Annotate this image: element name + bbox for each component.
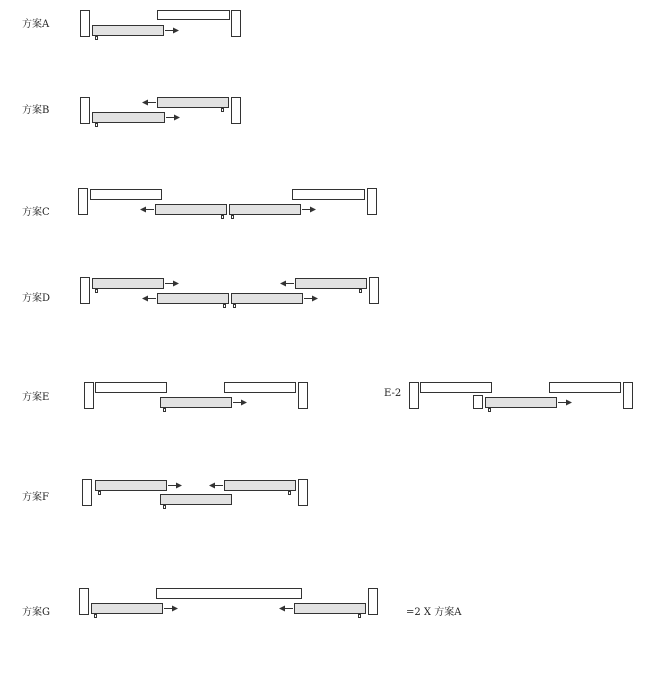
wall-post-left [80, 10, 90, 37]
roller [221, 108, 224, 112]
arrow-right-icon [233, 398, 247, 407]
label-scheme-g-note: =2 X 方案A [406, 607, 462, 618]
label-scheme-f: 方案F [22, 492, 49, 503]
roller [163, 408, 166, 412]
fixed-panel [549, 382, 621, 393]
wall-post-right [367, 188, 377, 215]
fixed-panel [90, 189, 162, 200]
arrow-left-icon [142, 98, 156, 107]
wall-post-left [79, 588, 89, 615]
roller [288, 491, 291, 495]
roller [223, 304, 226, 308]
sliding-panel [92, 25, 164, 36]
label-scheme-e: 方案E [22, 392, 50, 403]
arrow-right-icon [164, 604, 178, 613]
arrow-left-icon [280, 279, 294, 288]
sliding-panel [160, 494, 232, 505]
wall-post-right [369, 277, 379, 304]
wall-post-left [82, 479, 92, 506]
arrow-right-icon [165, 26, 179, 35]
arrow-right-icon [302, 205, 316, 214]
wall-post-left [80, 277, 90, 304]
roller [95, 36, 98, 40]
wall-post-left [80, 97, 90, 124]
arrow-left-icon [142, 294, 156, 303]
wall-post-right [298, 479, 308, 506]
wall-post-right [623, 382, 633, 409]
roller [163, 505, 166, 509]
arrow-right-icon [165, 279, 179, 288]
label-scheme-d: 方案D [22, 293, 51, 304]
sliding-panel [92, 112, 165, 123]
wall-post-left [84, 382, 94, 409]
wall-post-left [78, 188, 88, 215]
wall-post-right [298, 382, 308, 409]
roller [358, 614, 361, 618]
arrow-left-icon [209, 481, 223, 490]
wall-post-right [231, 10, 241, 37]
arrow-left-icon [140, 205, 154, 214]
sliding-panel [294, 603, 366, 614]
roller [221, 215, 224, 219]
sliding-panel [160, 397, 232, 408]
roller [98, 491, 101, 495]
roller [95, 289, 98, 293]
arrow-right-icon [168, 481, 182, 490]
label-scheme-g: 方案G [22, 607, 50, 618]
sliding-panel [229, 204, 301, 215]
roller [231, 215, 234, 219]
sliding-panel [485, 397, 557, 408]
sliding-panel [95, 480, 167, 491]
label-scheme-b: 方案B [22, 105, 50, 116]
roller [233, 304, 236, 308]
fixed-panel [156, 588, 302, 599]
stop-block [473, 395, 483, 409]
sliding-panel [224, 480, 296, 491]
wall-post-left [409, 382, 419, 409]
wall-post-right [231, 97, 241, 124]
fixed-panel [157, 10, 230, 20]
sliding-panel [157, 97, 229, 108]
fixed-panel [292, 189, 365, 200]
sliding-panel [295, 278, 367, 289]
label-scheme-e2: E-2 [384, 388, 402, 399]
roller [488, 408, 491, 412]
label-scheme-a: 方案A [22, 19, 50, 30]
sliding-panel [92, 278, 164, 289]
arrow-left-icon [279, 604, 293, 613]
sliding-panel [157, 293, 229, 304]
arrow-right-icon [304, 294, 318, 303]
arrow-right-icon [166, 113, 180, 122]
roller [95, 123, 98, 127]
fixed-panel [420, 382, 492, 393]
sliding-panel [91, 603, 163, 614]
fixed-panel [224, 382, 296, 393]
roller [94, 614, 97, 618]
roller [359, 289, 362, 293]
sliding-panel [155, 204, 227, 215]
fixed-panel [95, 382, 167, 393]
sliding-panel [231, 293, 303, 304]
label-scheme-c: 方案C [22, 207, 50, 218]
wall-post-right [368, 588, 378, 615]
arrow-right-icon [558, 398, 572, 407]
